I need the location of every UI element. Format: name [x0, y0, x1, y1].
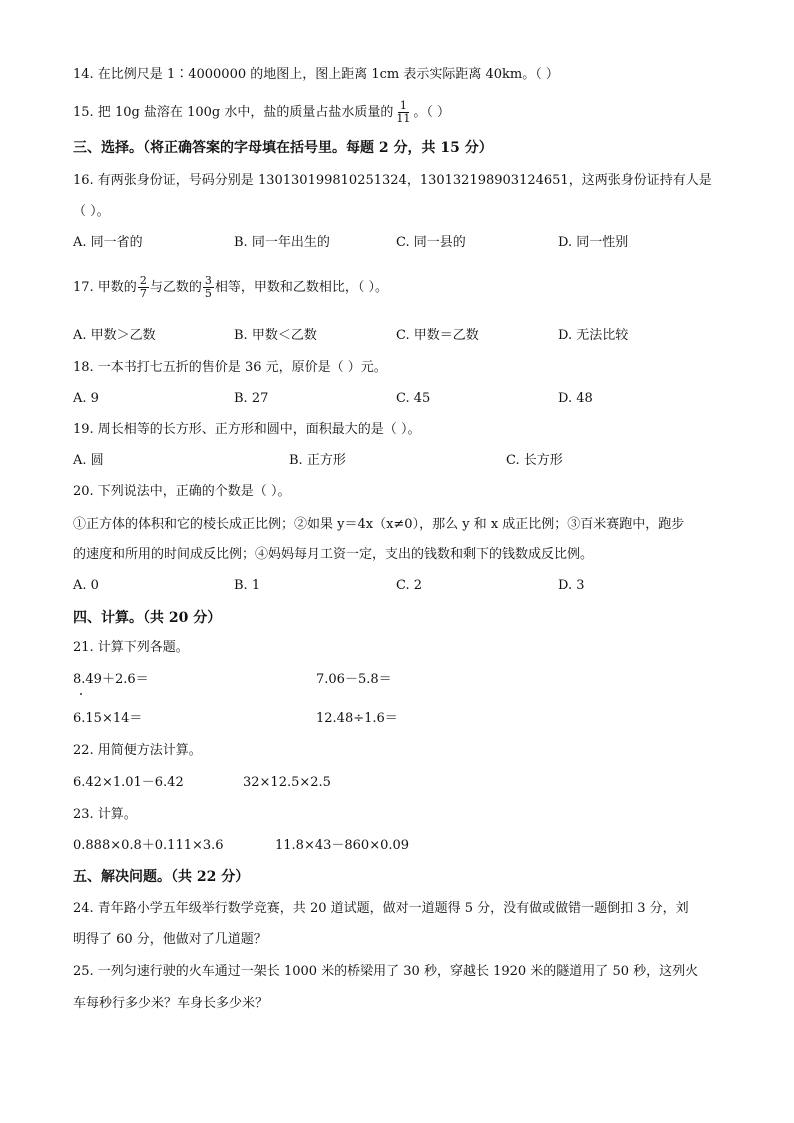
question-16-option-a: A. 同一省的	[73, 235, 143, 250]
section-4-title: 四、计算。（共 20 分）	[73, 610, 222, 626]
question-18-option-d: D. 48	[558, 391, 593, 406]
question-14: 14. 在比例尺是 1∶4000000 的地图上，图上距离 1cm 表示实际距离 40km。（ ）	[73, 67, 559, 82]
question-18-option-b: B. 27	[234, 391, 269, 406]
question-21: 21. 计算下列各题。	[73, 640, 189, 655]
section-5-title: 五、解决问题。（共 22 分）	[73, 869, 250, 885]
question-25-line-2: 车每秒行多少米？车身长多少米？	[73, 996, 269, 1011]
question-20-option-d: D. 3	[558, 578, 585, 593]
question-19-option-c: C. 长方形	[506, 453, 563, 468]
question-15-text: 15. 把 10g 盐溶在 100g 水中，盐的质量占盐水质量的	[73, 105, 394, 120]
question-18: 18. 一本书打七五折的售价是 36 元，原价是（ ）元。	[73, 360, 387, 375]
fraction-numerator: 3	[204, 274, 212, 287]
question-15-blank: 。（ ）	[413, 105, 450, 120]
question-19: 19. 周长相等的长方形、正方形和圆中，面积最大的是（ ）。	[73, 422, 421, 437]
stray-dot	[80, 693, 82, 695]
question-16-option-b: B. 同一年出生的	[234, 235, 330, 250]
question-17-text-b: 与乙数的	[149, 280, 202, 295]
fraction-numerator: 2	[139, 274, 147, 287]
question-20: 20. 下列说法中，正确的个数是（ ）。	[73, 484, 291, 499]
question-17-text-c: 相等，甲数和乙数相比，（ ）。	[214, 280, 388, 295]
question-17-option-a: A. 甲数＞乙数	[73, 328, 156, 343]
expression-23-2: 11.8×43－860×0.09	[275, 838, 410, 853]
question-19-option-b: B. 正方形	[289, 453, 346, 468]
question-20-statements-line-2: 的速度和所用的时间成反比例；④妈妈每月工资一定，支出的钱数和剩下的钱数成反比例。	[73, 547, 594, 562]
expression-21-2: 7.06－5.8＝	[316, 672, 392, 687]
expression-21-3: 6.15×14＝	[73, 711, 143, 726]
question-16-line-2: （ ）。	[73, 204, 110, 219]
question-16-option-d: D. 同一性别	[558, 235, 629, 250]
question-17-option-d: D. 无法比较	[558, 328, 629, 343]
expression-22-2: 32×12.5×2.5	[243, 775, 331, 790]
expression-23-1: 0.888×0.8＋0.111×3.6	[73, 838, 224, 853]
fraction-3-5	[203, 275, 214, 300]
question-17	[73, 275, 388, 300]
question-18-option-c: C. 45	[396, 391, 431, 406]
expression-21-4: 12.48÷1.6＝	[316, 711, 398, 726]
question-25-line-1: 25. 一列匀速行驶的火车通过一架长 1000 米的桥梁用了 30 秒，穿越长 1920 米的隧道用了 50 秒，这列火	[73, 964, 699, 979]
question-16-line-1: 16. 有两张身份证，号码分别是 130130199810251324，130132198903124651，这两张身份证持有人是	[73, 173, 712, 188]
question-20-option-a: A. 0	[73, 578, 99, 593]
fraction-denominator: 11	[396, 112, 411, 125]
fraction-2-7	[138, 275, 149, 300]
question-20-option-b: B. 1	[234, 578, 261, 593]
fraction-numerator: 1	[399, 99, 407, 112]
section-3-title: 三、选择。（将正确答案的字母填在括号里。每题 2 分，共 15 分）	[73, 140, 493, 156]
question-15	[73, 100, 450, 125]
question-20-option-c: C. 2	[396, 578, 423, 593]
question-23: 23. 计算。	[73, 807, 137, 822]
question-24-line-2: 明得了 60 分，他做对了几道题？	[73, 932, 267, 947]
expression-21-1: 8.49＋2.6＝	[73, 672, 149, 687]
fraction-1-11	[394, 100, 412, 125]
expression-22-1: 6.42×1.01－6.42	[73, 775, 184, 790]
question-20-statements-line-1: ①正方体的体积和它的棱长成正比例；②如果 y＝4x（x≠0），那么 y 和 x 成正比例；③百米赛跑中，跑步	[73, 517, 685, 532]
question-22: 22. 用简便方法计算。	[73, 743, 202, 758]
question-19-option-a: A. 圆	[73, 453, 104, 468]
question-16-option-c: C. 同一县的	[396, 235, 466, 250]
question-17-text-a: 17. 甲数的	[73, 280, 137, 295]
fraction-denominator: 5	[204, 287, 212, 300]
question-17-option-c: C. 甲数＝乙数	[396, 328, 479, 343]
question-24-line-1: 24. 青年路小学五年级举行数学竞赛，共 20 道试题，做对一道题得 5 分，没有做或做错一题倒扣 3 分，刘	[73, 901, 689, 916]
question-17-option-b: B. 甲数＜乙数	[234, 328, 317, 343]
question-18-option-a: A. 9	[73, 391, 99, 406]
fraction-denominator: 7	[139, 287, 147, 300]
